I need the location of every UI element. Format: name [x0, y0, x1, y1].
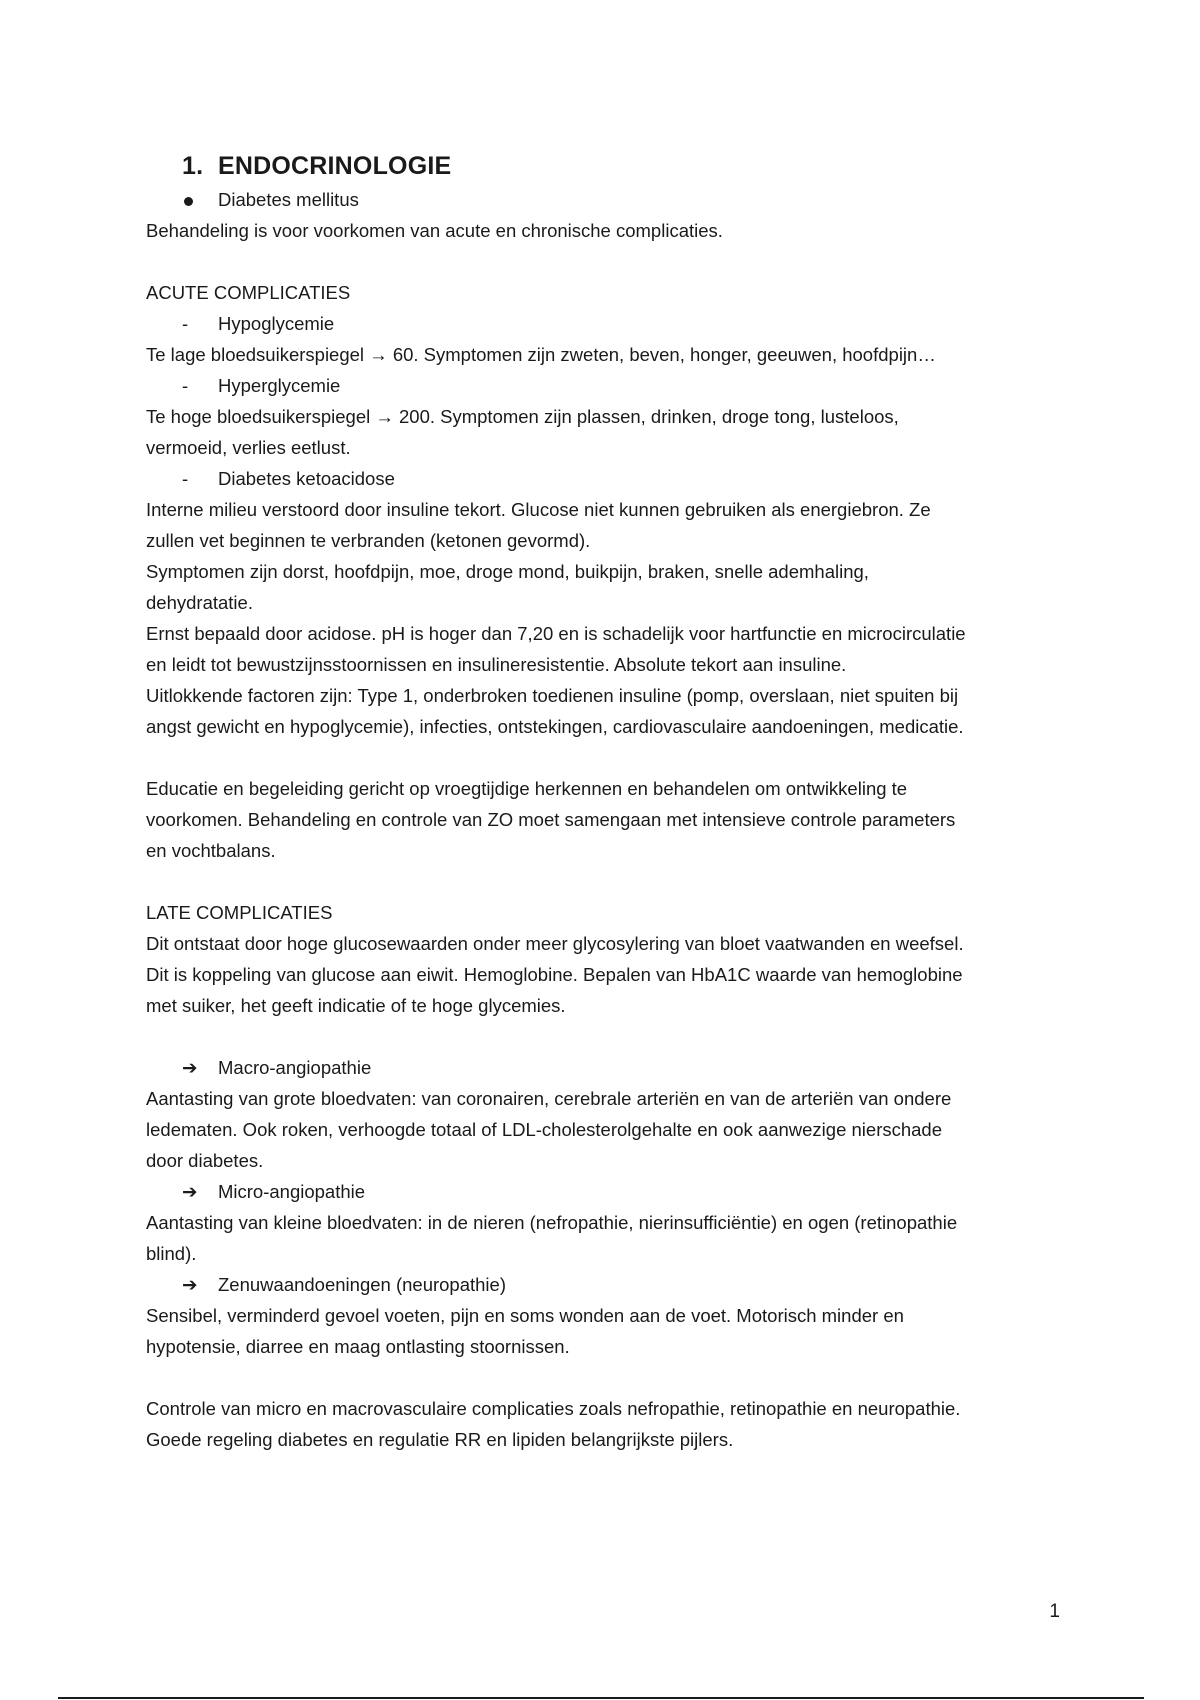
bullet-dot-icon — [184, 197, 193, 206]
keto-text-line: angst gewicht en hypoglycemie), infecties, ontstekingen, cardiovasculaire aandoeningen, medicatie. — [146, 716, 964, 737]
late-section-label: LATE COMPLICATIES — [146, 902, 333, 923]
dash-marker: - — [182, 375, 189, 396]
arrow-right-icon: ➔ — [182, 1274, 198, 1295]
neuro-text-line: Sensibel, verminderd gevoel voeten, pijn en soms wonden aan de voet. Motorisch minder en — [146, 1305, 904, 1326]
neuro-text-line: hypotensie, diarree en maag ontlasting stoornissen. — [146, 1336, 570, 1357]
acute-section-label: ACUTE COMPLICATIES — [146, 282, 351, 303]
education-text-line: voorkomen. Behandeling en controle van ZO moet samengaan met intensieve controle parameters — [146, 809, 956, 830]
keto-text-line: dehydratatie. — [146, 592, 253, 613]
arrow-right-icon: ➔ — [182, 1181, 198, 1202]
keto-text-line: Ernst bepaald door acidose. pH is hoger dan 7,20 en is schadelijk voor hartfunctie en microcirculatie — [146, 623, 966, 644]
late-text-line: Dit is koppeling van glucose aan eiwit. Hemoglobine. Bepalen van HbA1C waarde van hemoglobine — [146, 964, 963, 985]
control-text-line: Controle van micro en macrovasculaire complicaties zoals nefropathie, retinopathie en neuropathie. — [146, 1398, 961, 1419]
bullet-label: Diabetes mellitus — [218, 189, 359, 210]
education-text-line: en vochtbalans. — [146, 840, 276, 861]
micro-text-line: Aantasting van kleine bloedvaten: in de nieren (nefropathie, nierinsufficiëntie) en ogen (retinopathie — [146, 1212, 958, 1233]
control-text-line: Goede regeling diabetes en regulatie RR en lipiden belangrijkste pijlers. — [146, 1429, 734, 1450]
arrow-item-label: Zenuwaandoeningen (neuropathie) — [218, 1274, 506, 1295]
arrow-item-micro — [146, 1176, 1066, 1207]
sub-item-hyperglycemie — [146, 370, 1066, 401]
intro-paragraph: Behandeling is voor voorkomen van acute en chronische complicaties. — [146, 220, 723, 241]
sub-item-ketoacidose — [146, 463, 1066, 494]
footer-divider — [58, 1697, 1144, 1699]
hyper-text-line: vermoeid, verlies eetlust. — [146, 437, 351, 458]
education-text-line: Educatie en begeleiding gericht op vroegtijdige herkennen en behandelen om ontwikkeling te — [146, 778, 908, 799]
heading-title: ENDOCRINOLOGIE — [218, 152, 452, 180]
macro-text-line: Aantasting van grote bloedvaten: van coronairen, cerebrale arteriën en van de arteriën van ondere — [146, 1088, 952, 1109]
keto-text-line: Uitlokkende factoren zijn: Type 1, onderbroken toedienen insuline (pomp, overslaan, niet spuiten bij — [146, 685, 959, 706]
sub-item-hypoglycemie — [146, 308, 1066, 339]
macro-text-line: ledematen. Ook roken, verhoogde totaal of LDL-cholesterolgehalte en ook aanwezige nierschade — [146, 1119, 943, 1140]
keto-text-line: Symptomen zijn dorst, hoofdpijn, moe, droge mond, buikpijn, braken, snelle ademhaling, — [146, 561, 869, 582]
heading-number: 1. — [182, 152, 204, 180]
keto-text-line: Interne milieu verstoord door insuline tekort. Glucose niet kunnen gebruiken als energiebron. Ze — [146, 499, 931, 520]
late-text-line: Dit ontstaat door hoge glucosewaarden onder meer glycosylering van bloet vaatwanden en weefsel. — [146, 933, 964, 954]
dash-marker: - — [182, 313, 189, 334]
micro-text-line: blind). — [146, 1243, 197, 1264]
page-content — [146, 148, 1066, 1455]
sub-item-label: Hyperglycemie — [218, 375, 341, 396]
sub-item-label: Hypoglycemie — [218, 313, 335, 334]
macro-text-line: door diabetes. — [146, 1150, 264, 1171]
bullet-item-diabetes — [146, 184, 1066, 215]
late-text-line: met suiker, het geeft indicatie of te hoge glycemies. — [146, 995, 566, 1016]
section-heading — [182, 148, 1066, 184]
arrow-item-macro — [146, 1052, 1066, 1083]
arrow-item-label: Macro-angiopathie — [218, 1057, 372, 1078]
sub-item-label: Diabetes ketoacidose — [218, 468, 395, 489]
keto-text-line: zullen vet beginnen te verbranden (ketonen gevormd). — [146, 530, 591, 551]
dash-marker: - — [182, 468, 189, 489]
hypo-text: Te lage bloedsuikerspiegel → 60. Symptomen zijn zweten, beven, honger, geeuwen, hoofdpijn… — [146, 344, 936, 365]
hyper-text-line: Te hoge bloedsuikerspiegel → 200. Symptomen zijn plassen, drinken, droge tong, lusteloos, — [146, 406, 899, 427]
arrow-item-neuro — [146, 1269, 1066, 1300]
arrow-right-icon: ➔ — [182, 1057, 198, 1078]
page-number: 1 — [1049, 1601, 1060, 1622]
keto-text-line: en leidt tot bewustzijnsstoornissen en insulineresistentie. Absolute tekort aan insuline. — [146, 654, 847, 675]
arrow-item-label: Micro-angiopathie — [218, 1181, 366, 1202]
